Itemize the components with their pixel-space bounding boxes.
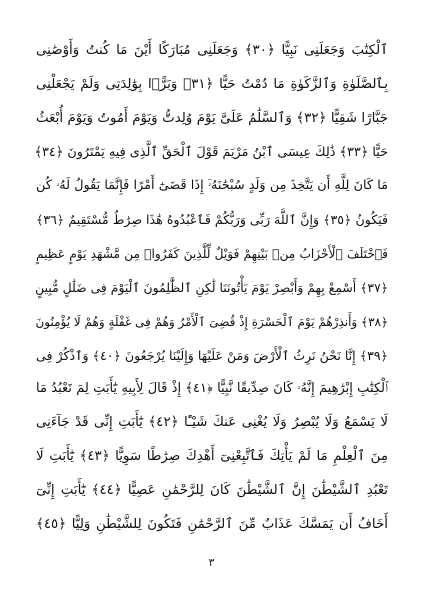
verse-text-block (36, 38, 388, 538)
page-number: ٣ (208, 556, 215, 569)
verse-line: فَٱخْتَلَفَ ٱلْأَحْزَابُ مِنۢ بَيْنِهِمْ فَوَيْلٌ لِّلَّذِينَ كَفَرُوا۟ مِن مَّشْهَدِ يَوْمٍ عَظِيمٍ (36, 247, 388, 262)
verse-line: جَبَّارًا شَقِيًّا ﴿٣٢﴾ وَٱلسَّلَٰمُ عَلَىَّ يَوْمَ وُلِدتُّ وَيَوْمَ أَمُوتُ وَيَوْمَ أُبْعَثُ (36, 110, 389, 126)
verse-line: مَا كَانَ لِلَّهِ أَن يَتَّخِذَ مِن وَلَدٍ سُبْحَٰنَهُۥٓ إِذَا قَضَىٰٓ أَمْرًا فَإِنَّمَا يَقُولُ لَهُۥ كُن (36, 178, 388, 194)
verse-line: ﴿٣٩﴾ إِنَّا نَحْنُ نَرِثُ ٱلْأَرْضَ وَمَنْ عَلَيْهَا وَإِلَيْنَا يُرْجَعُونَ ﴿٤٠﴾ وَٱذْكُرْ فِى (36, 347, 389, 363)
verse-line: بِٱلصَّلَوٰةِ وَٱلزَّكَوٰةِ مَا دُمْتُ حَيًّا ﴿٣١﴾ وَبَرًّۢا بِوَٰلِدَتِى وَلَمْ يَجْعَلْنِى (36, 76, 388, 92)
verse-line: فَيَكُونُ ﴿٣٥﴾ وَإِنَّ ٱللَّهَ رَبِّى وَرَبُّكُمْ فَٱعْبُدُوهُ هَٰذَا صِرَٰطٌ مُّسْتَقِيمٌ ﴿٣٦﴾ (36, 212, 388, 228)
verse-line: لَا يَسْمَعُ وَلَا يُبْصِرُ وَلَا يُغْنِى عَنكَ شَيْـًٔا ﴿٤٢﴾ يَٰٓأَبَتِ إِنِّى قَدْ جَآءَنِى (36, 415, 388, 431)
verse-line: أَخَافُ أَن يَمَسَّكَ عَذَابٌ مِّنَ ٱلرَّحْمَٰنِ فَتَكُونَ لِلشَّيْطَٰنِ وَلِيًّا ﴿٤٥﴾ (36, 516, 388, 532)
verse-line: ﴿٣٧﴾ أَسْمِعْ بِهِمْ وَأَبْصِرْ يَوْمَ يَأْتُونَنَا لَٰكِنِ ٱلظَّٰلِمُونَ ٱلْيَوْمَ فِى ضَلَٰلٍ مُّبِينٍ (35, 279, 388, 295)
verse-line: مِنَ ٱلْعِلْمِ مَا لَمْ يَأْتِكَ فَٱتَّبِعْنِىٓ أَهْدِكَ صِرَٰطًا سَوِيًّا ﴿٤٣﴾ يَٰٓأَبَتِ لَا (36, 449, 388, 465)
verse-line: ﴿٣٨﴾ وَأَنذِرْهُمْ يَوْمَ ٱلْحَسْرَةِ إِذْ قُضِىَ ٱلْأَمْرُ وَهُمْ فِى غَفْلَةٍ وَهُمْ لَا يُؤْمِنُونَ (35, 314, 388, 329)
verse-line: ٱلْكِتَٰبَ وَجَعَلَنِى نَبِيًّا ﴿٣٠﴾ وَجَعَلَنِى مُبَارَكًا أَيْنَ مَا كُنتُ وَأَوْصَٰنِى (36, 43, 388, 58)
verse-line: تَعْبُدِ ٱلشَّيْطَٰنَ إِنَّ ٱلشَّيْطَٰنَ كَانَ لِلرَّحْمَٰنِ عَصِيًّا ﴿٤٤﴾ يَٰٓأَبَتِ إِنِّىٓ (36, 482, 389, 498)
verse-line: حَيًّا ﴿٣٣﴾ ذَٰلِكَ عِيسَى ٱبْنُ مَرْيَمَ قَوْلَ ٱلْحَقِّ ٱلَّذِى فِيهِ يَمْتَرُونَ ﴿٣٤﴾ (34, 144, 388, 160)
verse-line: ٱلْكِتَٰبِ إِبْرَٰهِيمَ إِنَّهُۥ كَانَ صِدِّيقًا نَّبِيًّا ﴿٤١﴾ إِذْ قَالَ لِأَبِيهِ يَٰٓأَبَتِ لِمَ تَعْبُدُ مَا (36, 381, 388, 397)
